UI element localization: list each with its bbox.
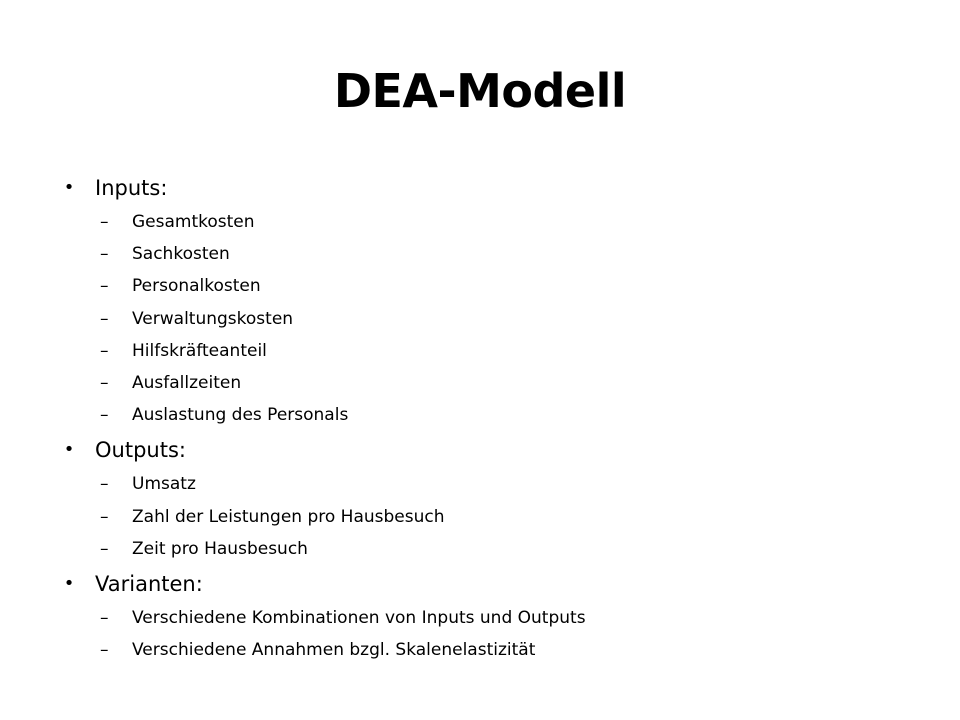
sub-item-text: Sachkosten — [132, 244, 230, 265]
dash-icon: – — [100, 373, 109, 394]
bullet-group-inputs — [62, 170, 922, 431]
sub-item — [62, 468, 922, 500]
slide-title: DEA-Modell — [333, 64, 627, 118]
sub-list — [62, 468, 922, 565]
sub-item-text: Verschiedene Kombinationen von Inputs und Outputs — [132, 608, 586, 629]
dash-icon: – — [100, 405, 109, 426]
dash-icon: – — [100, 308, 109, 329]
sub-item-text: Ausfallzeiten — [132, 373, 242, 394]
bullet-label: Inputs: — [95, 176, 168, 200]
sub-item-text: Verwaltungskosten — [132, 308, 294, 329]
sub-item — [62, 270, 922, 302]
bullet-icon: • — [63, 439, 75, 461]
bullet-item — [62, 566, 922, 602]
sub-item-text: Personalkosten — [132, 276, 261, 297]
sub-item-text: Zeit pro Hausbesuch — [132, 538, 308, 559]
dash-icon: – — [100, 538, 109, 559]
sub-item-text: Umsatz — [132, 474, 196, 495]
sub-item — [62, 303, 922, 335]
slide-content — [62, 170, 922, 666]
sub-item — [62, 367, 922, 399]
sub-item — [62, 602, 922, 634]
sub-item — [62, 501, 922, 533]
sub-item-text: Zahl der Leistungen pro Hausbesuch — [132, 506, 445, 527]
sub-item-text: Auslastung des Personals — [132, 405, 349, 426]
dash-icon: – — [100, 276, 109, 297]
sub-item — [62, 238, 922, 270]
sub-item-text: Gesamtkosten — [132, 212, 255, 232]
sub-item — [62, 634, 922, 666]
dash-icon: – — [100, 212, 109, 232]
dash-icon: – — [100, 640, 109, 661]
sub-item — [62, 335, 922, 367]
dash-icon: – — [100, 608, 109, 629]
sub-item — [62, 206, 922, 238]
bullet-item — [62, 170, 922, 206]
bullet-group-outputs — [62, 432, 922, 565]
bullet-label: Varianten: — [95, 572, 203, 597]
sub-item — [62, 533, 922, 565]
sub-list — [62, 602, 922, 666]
sub-list — [62, 206, 922, 431]
dash-icon: – — [100, 474, 109, 495]
bullet-group-varianten — [62, 566, 922, 666]
dash-icon: – — [100, 244, 109, 265]
sub-item-text: Hilfskräfteanteil — [132, 340, 267, 361]
dash-icon: – — [100, 506, 109, 527]
bullet-icon: • — [63, 573, 75, 595]
bullet-label: Outputs: — [95, 438, 186, 463]
sub-item-text: Verschiedene Annahmen bzgl. Skalenelastizität — [132, 640, 536, 661]
bullet-icon: • — [63, 177, 75, 198]
dash-icon: – — [100, 340, 109, 361]
bullet-item — [62, 432, 922, 468]
sub-item — [62, 399, 922, 431]
